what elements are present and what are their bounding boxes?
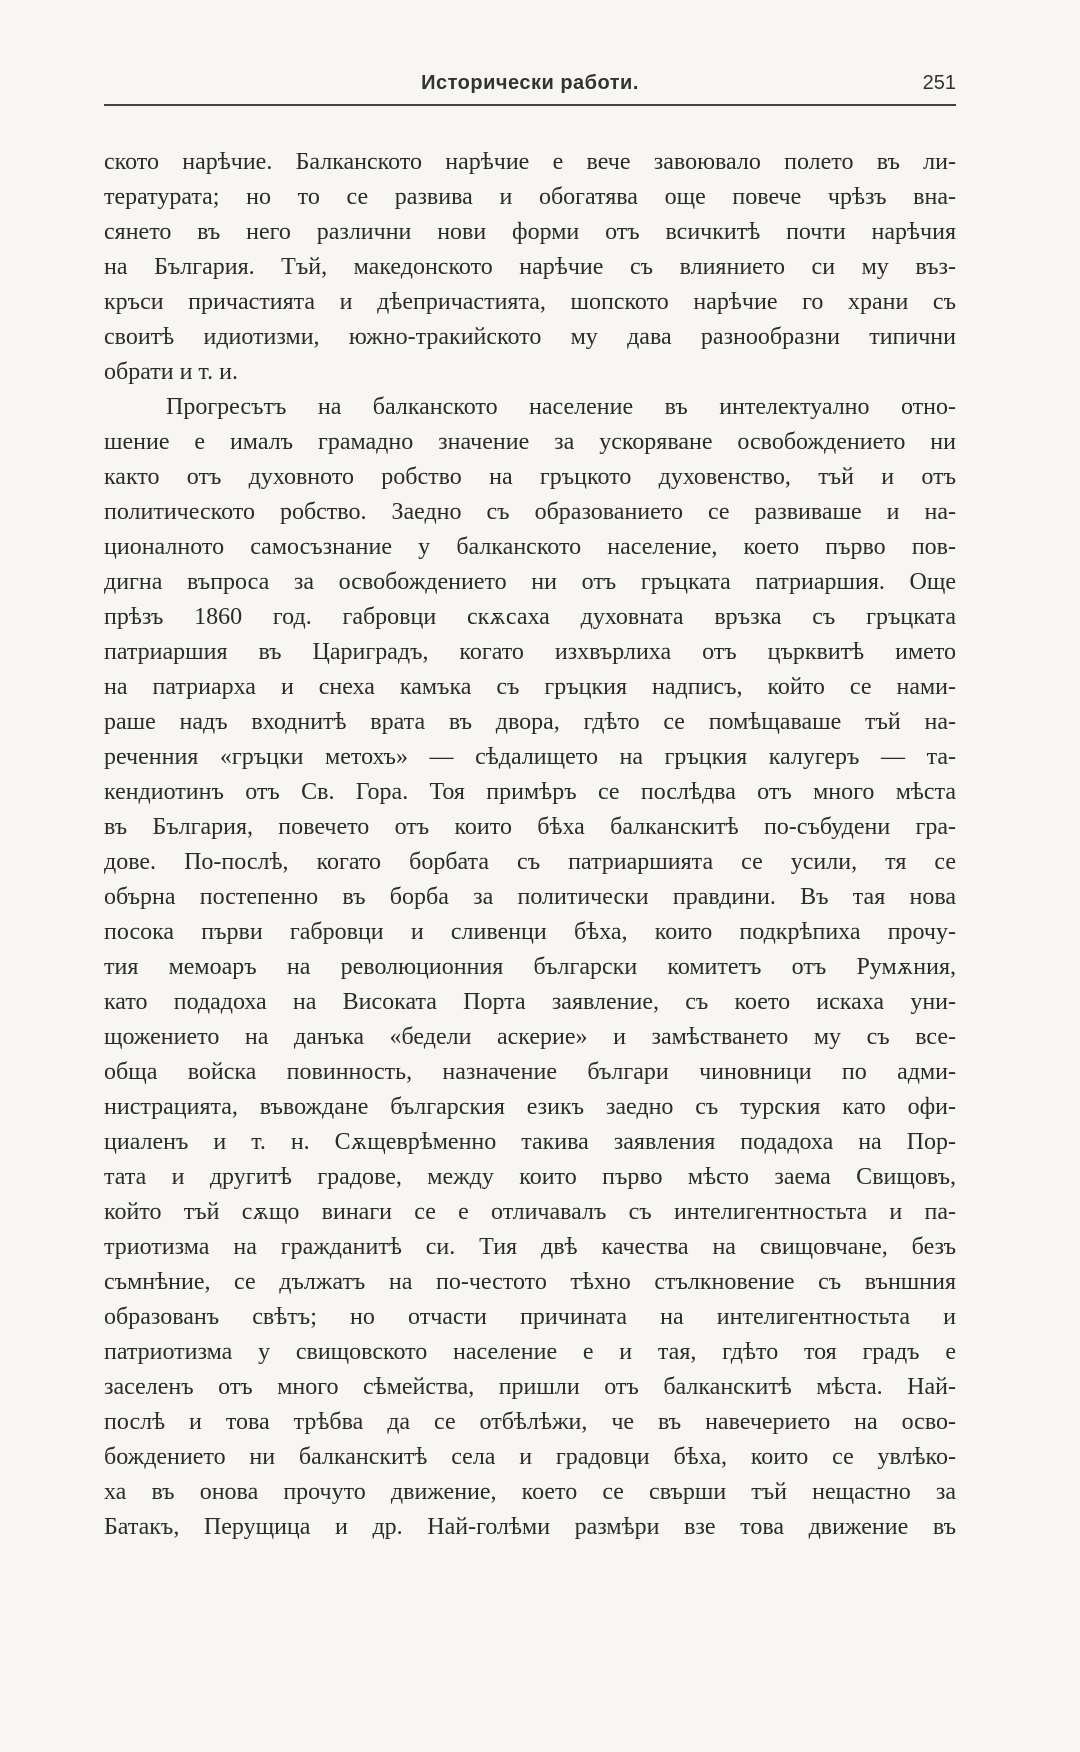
paragraph-first-line: Прогресътъ на балканското население въ интелектуално отно- <box>166 394 956 420</box>
text-line: политическото робство. Заедно съ образованието се развиваше и на- <box>104 499 956 525</box>
text-line: съмнѣние, се дължатъ на по-честото тѣхно стълкновение съ външния <box>104 1269 956 1295</box>
text-line: прѣзъ 1860 год. габровци скѫсаха духовната връзка съ гръцката <box>104 604 956 630</box>
text-line: реченния «гръцки метохъ» — сѣдалището на гръцкия калугеръ — та- <box>104 744 956 770</box>
text-line: послѣ и това трѣбва да се отбѣлѣжи, че въ навечерието на осво- <box>104 1409 956 1435</box>
text-line: щожението на данъка «бедели аскерие» и замѣстването му съ все- <box>104 1024 956 1050</box>
text-line: ското нарѣчие. Балканското нарѣчие е вече завоювало полето въ ли- <box>104 149 956 175</box>
text-line: патриотизма у свищовското население е и тая, гдѣто тоя градъ е <box>104 1339 956 1365</box>
text-line: шение е ималъ грамадно значение за ускоряване освобождението ни <box>104 429 956 455</box>
text-line: сянето въ него различни нови форми отъ всичкитѣ почти нарѣчия <box>104 219 956 245</box>
text-line: нистрацията, въвождане българския езикъ заедно съ турския като офи- <box>104 1094 956 1120</box>
text-line: дове. По-послѣ, когато борбата съ патриаршията се усили, тя се <box>104 849 956 875</box>
text-line: посока първи габровци и сливенци бѣха, които подкрѣпиха прочу- <box>104 919 956 945</box>
running-head: Исторически работи. <box>421 72 639 94</box>
text-line: въ България, повечето отъ които бѣха балканскитѣ по-събудени гра- <box>104 814 956 840</box>
text-line: на България. Тъй, македонското нарѣчие съ влиянието си му въз- <box>104 254 956 280</box>
text-line: обща войска повинность, назначение българи чиновници по адми- <box>104 1059 956 1085</box>
text-line: който тъй сѫщо винаги се е отличавалъ съ интелигентностьта и па- <box>104 1199 956 1225</box>
text-line: тия мемоаръ на революционния български комитетъ отъ Румѫния, <box>104 954 956 980</box>
text-line: бождението ни балканскитѣ села и градовци бѣха, които се увлѣко- <box>104 1444 956 1470</box>
text-line: кръси причастията и дѣепричастията, шопското нарѣчие го храни съ <box>104 289 956 315</box>
text-line: патриаршия въ Цариградъ, когато изхвърлиха отъ църквитѣ името <box>104 639 956 665</box>
text-line: своитѣ идиотизми, южно-тракийското му дава разнообразни типични <box>104 324 956 350</box>
text-line: ционалното самосъзнание у балканското население, което първо пов- <box>104 534 956 560</box>
text-line: заселенъ отъ много сѣмейства, пришли отъ балканскитѣ мѣста. Най- <box>104 1374 956 1400</box>
header-rule <box>104 104 956 106</box>
text-line: триотизма на гражданитѣ си. Тия двѣ качества на свищовчане, безъ <box>104 1234 956 1260</box>
text-line: кендиотинъ отъ Св. Гора. Тоя примѣръ се послѣдва отъ много мѣста <box>104 779 956 805</box>
page-number: 251 <box>922 72 956 94</box>
text-line: Батакъ, Перущица и др. Най-голѣми размѣри взе това движение въ <box>104 1514 956 1540</box>
text-line: тата и другитѣ градове, между които първо мѣсто заема Свищовъ, <box>104 1164 956 1190</box>
text-line: ха въ онова прочуто движение, което се свърши тъй нещастно за <box>104 1479 956 1505</box>
text-line: обрати и т. и. <box>104 359 238 385</box>
text-line: раше надъ входнитѣ врата въ двора, гдѣто се помѣщаваше тъй на- <box>104 709 956 735</box>
text-line: тературата; но то се развива и обогатява още повече чрѣзъ вна- <box>104 184 956 210</box>
text-line: дигна въпроса за освобождението ни отъ гръцката патриаршия. Още <box>104 569 956 595</box>
body-text <box>104 145 956 1545</box>
text-line: обърна постепенно въ борба за политически правдини. Въ тая нова <box>104 884 956 910</box>
text-line: като подадоха на Високата Порта заявление, съ което искаха уни- <box>104 989 956 1015</box>
text-line: образованъ свѣтъ; но отчасти причината на интелигентностьта и <box>104 1304 956 1330</box>
text-line: на патриарха и снеха камъка съ гръцкия надписъ, който се нами- <box>104 674 956 700</box>
text-line: както отъ духовното робство на гръцкото духовенство, тъй и отъ <box>104 464 956 490</box>
page-header <box>104 62 956 108</box>
text-line: циаленъ и т. н. Сѫщеврѣменно такива заявления подадоха на Пор- <box>104 1129 956 1155</box>
